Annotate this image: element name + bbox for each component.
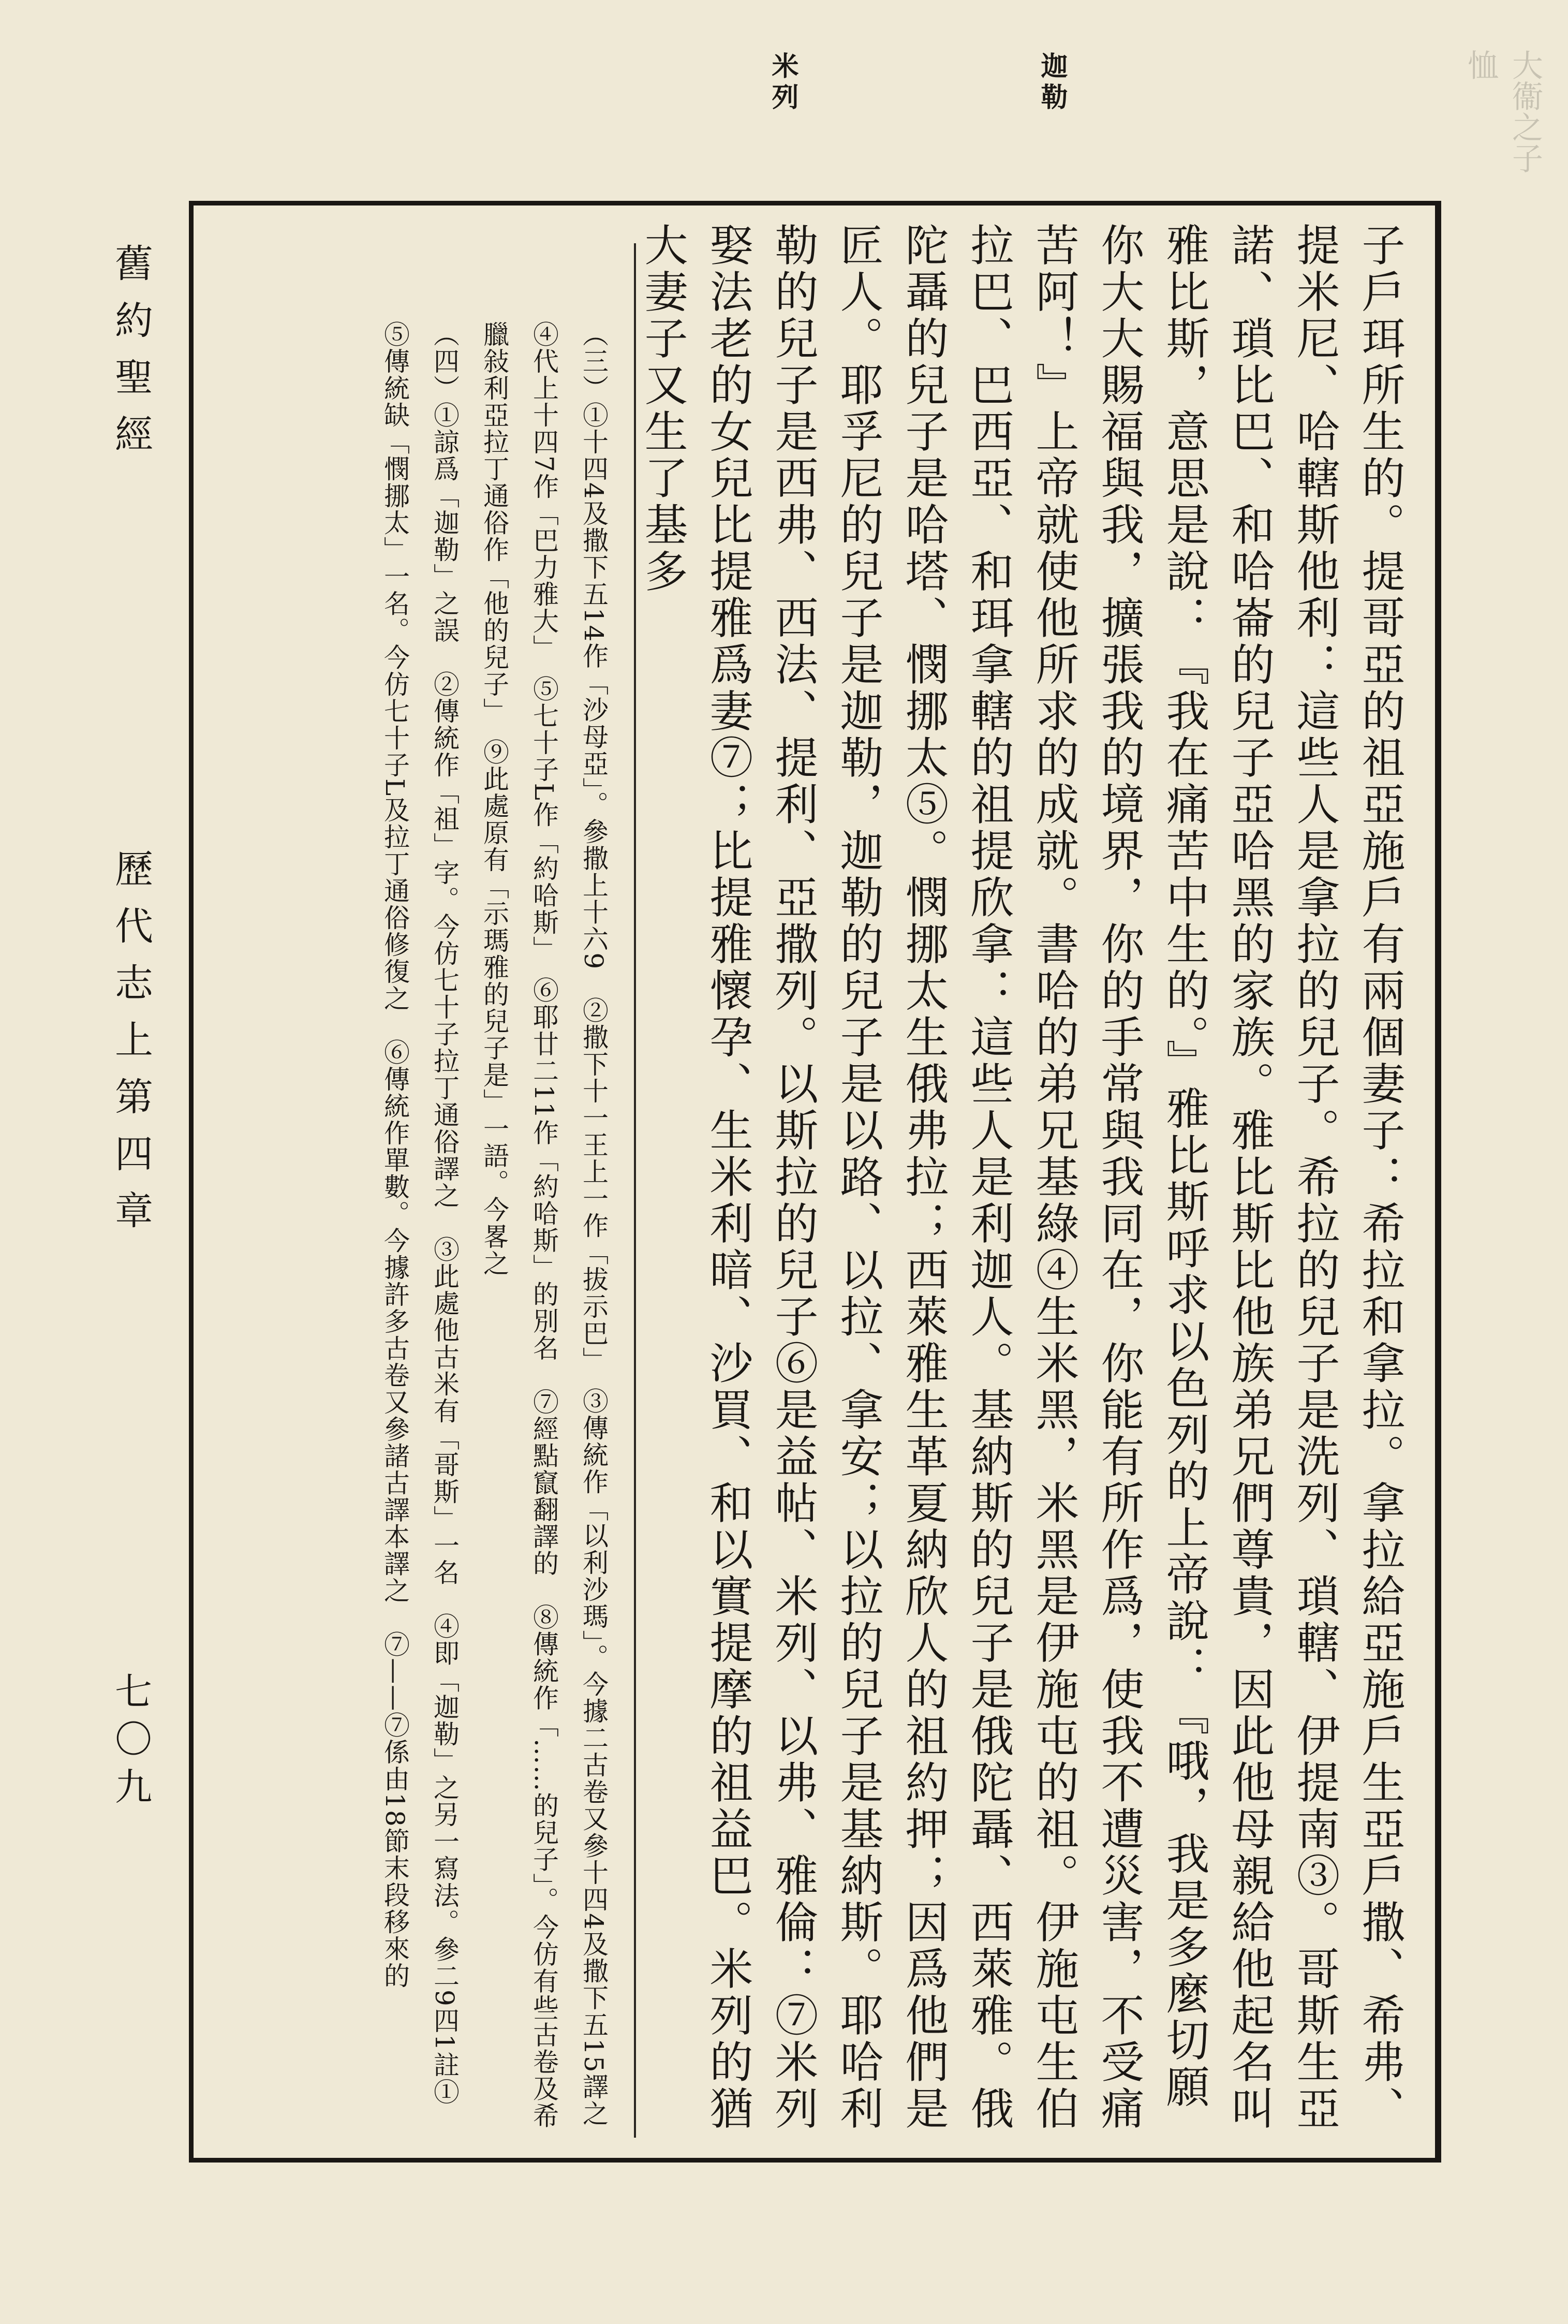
chapter-title: 第四章 <box>109 1077 153 1247</box>
scripture-paragraph: 子戶珥所生的。提哥亞的祖亞施戶有兩個妻子：希拉和拿拉。拿拉給亞施戶生亞戶撒、希弗、提米尼、哈轄斯他利：這些人是拿拉的兒子。希拉的兒子是洗列、瑣轄、伊提南③。哥斯生亞諾、瑣比巴、和哈崙的兒子亞哈黑的家族。雅比斯比他族弟兄們尊貴，因此他母親給他起名叫雅比斯，意思是說：『我在痛苦中生的。』雅比斯呼求以色列的上帝說：『哦，我是多麼切願你大大賜福與我，擴張我的境界，你的手常與我同在，你能有所作爲，使我不遭災害，不受痛苦阿！』上帝就使他所求的成就。書哈的弟兄基綠④生米黑，米黑是伊施屯的祖。伊施屯生伯拉巴、巴西亞、和珥拿轄的祖提欣拿：這些人是利迦人。基納斯的兒子是俄陀聶、西萊雅。俄陀聶的兒子是哈塔、憫挪太⑤。憫挪太生俄弗拉；西萊雅生革夏納欣人的祖約押；因爲他們是匠人。耶孚尼的兒子是迦勒，迦勒的兒子是以路、以拉、拿安；以拉的兒子是基納斯。耶哈利勒的兒子是西弗、西法、提利、亞撒列。以斯拉的兒子⑥是益帖、米列、以弗、雅倫：⑦米列娶法老的女兒比提雅爲妻⑦；比提雅懷孕、生米利暗、沙買、和以實提摩的祖益巴。米列的猶大妻子又生了基多 <box>638 223 1406 2132</box>
footnote-group-4: （四）①諒爲「迦勒」之誤 ②傳統作「祖」字。今仿七十子拉丁通俗譯之 ③此處他古米有「哥斯」一名 ④即「迦勒」之另一寫法。參二9四1註① ⑤傳統缺「憫挪太」一名。今仿七十子L及拉丁通俗修復之 ⑥傳統作單數。今據許多古卷又參諸古譯本譯之 ⑦——⑦係由18節末段移來的 <box>380 321 460 2132</box>
page-number: 七〇九 <box>109 1672 152 1815</box>
section-title: 歷代志上 <box>109 849 153 1077</box>
show-through-text: 大衞之子恤 <box>1462 49 1543 173</box>
footnotes <box>204 321 618 2154</box>
running-head-second: 米列 <box>767 52 798 114</box>
running-head-first: 迦勒 <box>1036 52 1068 114</box>
footnote-group-3: （三）①十四4及撒下五14作「沙母亞」。參撒上十六9 ②撒下十一王上一作「拔示巴」 ③傳統作「以利沙瑪」。今據二古卷又參十四4及撒下五15譯之 ④代上十四7作「巴力雅大」 ⑤七十子L作「約哈斯」 ⑥耶廿二11作「約哈斯」的別名 ⑦經點竄翻譯的 ⑧傳統作「……的兒子」。今仿有些古卷及希臘敍利亞拉丁通俗作「他的兒子」 ⑨此處原有「示瑪雅的兒子是」一語。今畧之 <box>479 321 609 2154</box>
book-title: 舊約聖經 <box>109 243 153 471</box>
text-notes-divider <box>634 243 636 2138</box>
main-scripture-text <box>638 223 1413 2148</box>
